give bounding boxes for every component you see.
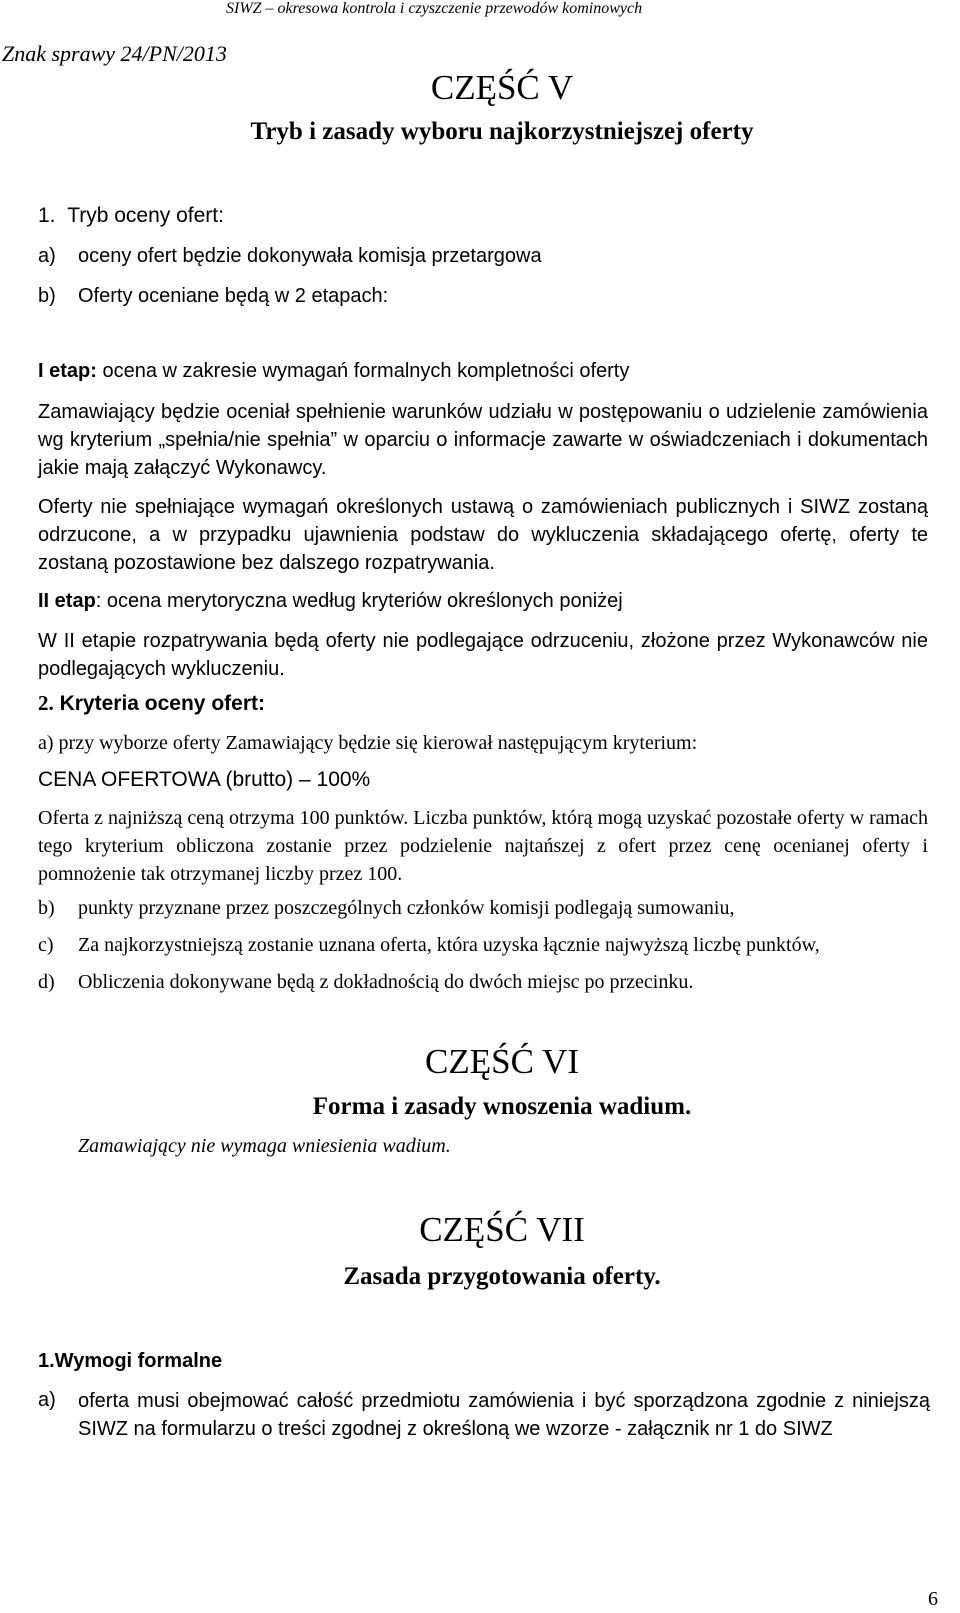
part-7-title: CZĘŚĆ VII	[419, 1210, 585, 1249]
criterion-description: Oferta z najniższą ceną otrzyma 100 punktów. Liczba punktów, którą mogą uzyskać pozostałe oferty w ramach tego kryterium obliczona zostanie przez podzielenie najtańszej z ofert przez cenę ocenianej oferty i pomnożenie tak otrzymanej liczby przez 100.	[38, 807, 928, 885]
stage-2-label: II etap	[38, 590, 96, 612]
part-5-title: CZĘŚĆ V	[430, 68, 574, 107]
points-item-b-label: b)	[38, 897, 55, 919]
page-number: 6	[928, 1588, 938, 1610]
part-6-subtitle: Forma i zasady wnoszenia wadium.	[312, 1093, 692, 1120]
section-2-title: Kryteria oceny ofert:	[53, 692, 265, 715]
stage-1-label: I etap:	[38, 360, 97, 382]
section-2-heading	[38, 691, 265, 716]
section-1-number: 1.	[38, 204, 56, 227]
part-5-subtitle: Tryb i zasady wyboru najkorzystniejszej oferty	[250, 118, 754, 145]
stage-1-heading	[38, 360, 629, 383]
section-1-title: Tryb oceny ofert:	[67, 204, 224, 227]
requirements-item-a-text: oferta musi obejmować całość przedmiotu zamówienia i być sporządzona zgodnie z niniejszą SIWZ na formularzu o treści zgodnej z określoną we wzorze - załącznik nr 1 do SIWZ	[78, 1390, 930, 1440]
stage-1-paragraph-1: Zamawiający będzie oceniał spełnienie warunków udziału w postępowaniu o udzielenie zamówienia wg kryterium „spełnia/nie spełnia” w oparciu o informacje zawarte w oświadczeniach i dokumentach jakie mają załączyć Wykonawcy.	[38, 401, 928, 479]
section-1-heading	[38, 204, 224, 228]
section-2-number: 2.	[38, 691, 54, 715]
criteria-intro: a) przy wyborze oferty Zamawiający będzie się kierował następującym kryterium:	[38, 732, 698, 754]
running-header: SIWZ – okresowa kontrola i czyszczenie przewodów kominowych	[226, 0, 643, 17]
points-item-d	[38, 971, 693, 994]
points-item-c-text: Za najkorzystniejszą zostanie uznana oferta, która uzyska łącznie najwyższą liczbę punktów,	[78, 934, 820, 956]
list-item-b-text: Oferty oceniane będą w 2 etapach:	[78, 285, 389, 307]
stage-2-heading	[38, 590, 623, 613]
stage-1-paragraph-2: Oferty nie spełniające wymagań określonych ustawą o zamówieniach publicznych i SIWZ zostaną odrzucone, a w przypadku ujawnienia podstaw do wykluczenia składającego ofertę, oferty te zostaną pozostawione bez dalszego rozpatrywania.	[38, 496, 928, 574]
requirements-heading: 1.Wymogi formalne	[38, 1350, 223, 1372]
list-item-b-label: b)	[38, 285, 56, 307]
points-item-d-label: d)	[38, 971, 55, 993]
stage-1-text: ocena w zakresie wymagań formalnych kompletności oferty	[96, 360, 630, 382]
list-item-a-text: oceny ofert będzie dokonywała komisja przetargowa	[78, 245, 542, 267]
case-number: Znak sprawy 24/PN/2013	[2, 41, 227, 66]
part-7-subtitle: Zasada przygotowania oferty.	[343, 1263, 661, 1290]
requirements-item-a-label: a)	[38, 1389, 56, 1411]
points-item-b	[38, 897, 734, 920]
stage-2-text: : ocena merytoryczna według kryteriów określonych poniżej	[95, 590, 623, 612]
list-item-b	[38, 285, 388, 308]
criterion-price: CENA OFERTOWA (brutto) – 100%	[38, 768, 371, 791]
part-6-text: Zamawiający nie wymaga wniesienia wadium.	[78, 1135, 451, 1157]
list-item-a-label: a)	[38, 245, 56, 267]
list-item-a	[38, 245, 542, 268]
points-item-c	[38, 934, 820, 957]
points-item-b-text: punkty przyznane przez poszczególnych członków komisji podlegają sumowaniu,	[78, 897, 735, 919]
part-6-title: CZĘŚĆ VI	[425, 1042, 579, 1081]
points-item-d-text: Obliczenia dokonywane będą z dokładnością do dwóch miejsc po przecinku.	[78, 971, 694, 993]
stage-2-paragraph: W II etapie rozpatrywania będą oferty nie podlegające odrzuceniu, złożone przez Wykonawców nie podlegających wykluczeniu.	[38, 630, 928, 680]
points-item-c-label: c)	[38, 934, 54, 956]
